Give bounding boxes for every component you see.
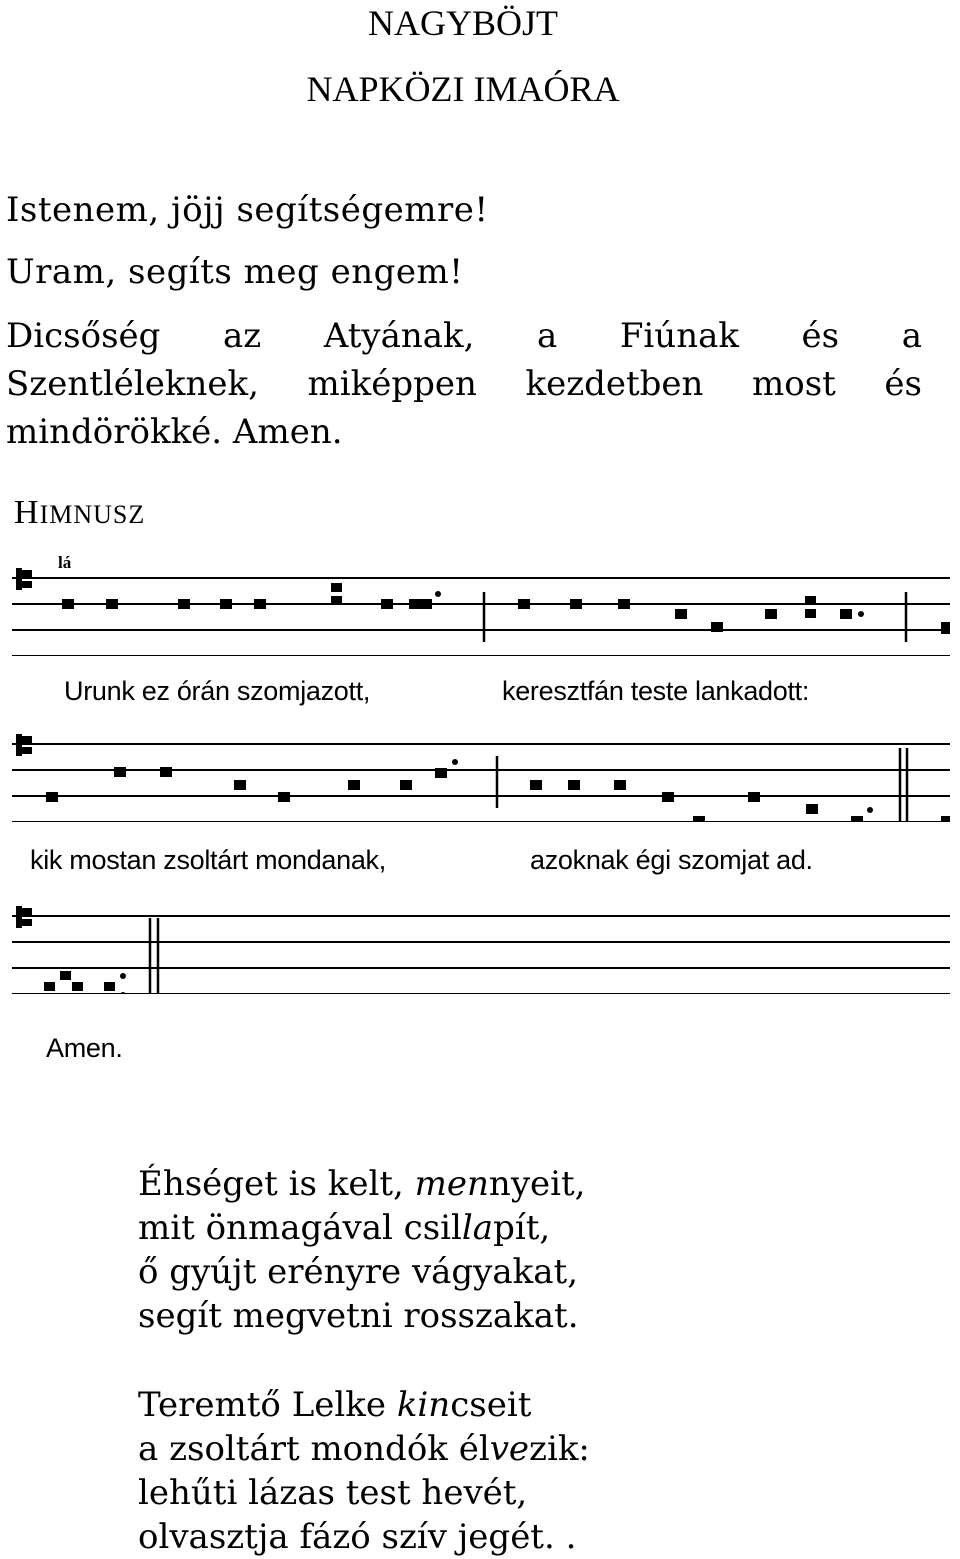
neume-note	[400, 780, 412, 790]
stanza-line	[138, 1383, 590, 1427]
neume-note	[331, 596, 342, 605]
stanza-text: a zsoltárt mondók él	[138, 1429, 490, 1469]
lyric-amen: Amen.	[46, 1033, 123, 1063]
doxology-word: a	[537, 316, 558, 356]
neume-note	[46, 792, 58, 802]
page-subtitle: NAPKÖZI IMAÓRA	[306, 69, 620, 109]
neume-note	[72, 982, 83, 991]
doxology-line	[6, 312, 922, 360]
stanza-accent: men	[414, 1164, 489, 1204]
stanza-text: pít,	[493, 1208, 551, 1248]
mora-dot	[867, 807, 873, 813]
page-title: NAGYBÖJT	[367, 3, 558, 43]
opening-response: Uram, segíts meg engem!	[6, 252, 464, 292]
neume-note	[711, 622, 723, 632]
neume-note	[840, 609, 852, 619]
music-staff-3	[0, 894, 960, 994]
doxology-word: a	[901, 316, 922, 356]
doxology-word: most	[752, 364, 836, 404]
doxology-word: Szentléleknek,	[6, 364, 259, 404]
neume-note	[420, 599, 432, 609]
stanza-line	[138, 1427, 590, 1471]
doxology-word: Dicsőség	[6, 316, 161, 356]
doxology-word: miképpen	[307, 364, 477, 404]
neume-note	[662, 792, 674, 802]
neume-note	[60, 971, 71, 980]
neume-note	[530, 780, 542, 790]
opening-verse: Istenem, jöjj segítségemre!	[6, 190, 489, 230]
stanza-line	[138, 1294, 586, 1338]
doxology-line	[6, 360, 922, 408]
neume-note	[805, 596, 816, 605]
neume-note	[62, 599, 74, 609]
stanza-line	[138, 1162, 586, 1206]
stanza-line	[138, 1471, 590, 1515]
neume-note	[806, 804, 818, 814]
neume-note	[348, 780, 360, 790]
stanza-text: nyeit,	[488, 1164, 586, 1204]
mora-dot	[452, 759, 458, 765]
neume-note	[568, 780, 580, 790]
hymn-stanza	[138, 1383, 590, 1559]
doxology-word: és	[884, 364, 922, 404]
section-heading-rest: IMNUSZ	[39, 500, 146, 529]
doxology-word: mindörökké. Amen.	[6, 412, 343, 452]
doxology-word: és	[801, 316, 840, 356]
stanza-text: olvasztja fázó szív jegét. .	[138, 1517, 577, 1557]
mora-dot	[435, 591, 441, 597]
stanza-accent: la	[461, 1208, 494, 1248]
neume-note	[44, 982, 55, 991]
mora-dot	[858, 611, 864, 617]
stanza-line	[138, 1515, 590, 1559]
stanza-text: ő gyújt erényre vágyakat,	[138, 1252, 579, 1292]
stanza-text: Éhséget is kelt,	[138, 1164, 415, 1204]
neume-note	[570, 599, 582, 609]
neume-note	[518, 599, 530, 609]
pitch-mark: lá	[58, 553, 72, 572]
custos-note	[941, 816, 950, 822]
neume-note	[160, 767, 172, 777]
stanza-text: zik:	[529, 1429, 590, 1469]
doxology	[6, 312, 922, 456]
stanza-line	[138, 1206, 586, 1250]
neume-note	[748, 792, 760, 802]
lyric-line-2b: azoknak égi szomjat ad.	[530, 845, 813, 875]
mora-dot	[120, 973, 126, 979]
neume-note	[254, 599, 266, 609]
neume-note	[693, 816, 705, 822]
neume-note	[675, 609, 687, 619]
music-staff-1	[0, 556, 960, 656]
neume-note	[234, 780, 246, 790]
doxology-word: kezdetben	[525, 364, 704, 404]
doxology-word: az	[223, 316, 262, 356]
stanza-text: mit önmagával csil	[138, 1208, 462, 1248]
stanza-text: segít megvetni rosszakat.	[138, 1296, 579, 1336]
stanza-accent: ve	[489, 1429, 530, 1469]
lyric-line-2a: kik mostan zsoltárt mondanak,	[30, 845, 386, 875]
stanza-text: Teremtő Lelke	[138, 1385, 397, 1425]
doxology-line	[6, 408, 922, 456]
neume-note	[104, 982, 115, 991]
stanza-line	[138, 1250, 586, 1294]
neume-note	[851, 816, 863, 822]
doxology-word: Fiúnak	[619, 316, 739, 356]
section-heading-initial: H	[14, 494, 40, 531]
music-staff-2	[0, 722, 960, 822]
lyric-line-1a: Urunk ez órán szomjazott,	[64, 676, 371, 706]
neume-note	[805, 609, 816, 618]
neume-note	[220, 599, 232, 609]
neume-note	[765, 609, 777, 619]
section-heading	[14, 494, 145, 532]
lyric-line-1b: keresztfán teste lankadott:	[502, 676, 810, 706]
neume-note	[435, 768, 447, 778]
neume-note	[614, 780, 626, 790]
neume-note	[178, 599, 190, 609]
hymn-stanza	[138, 1162, 586, 1338]
stanza-text: cseit	[450, 1385, 532, 1425]
mora-dot	[120, 992, 126, 994]
neume-note	[106, 599, 118, 609]
neume-note	[409, 599, 421, 609]
neume-note	[114, 767, 126, 777]
neume-note	[331, 583, 342, 592]
neume-note	[278, 792, 290, 802]
stanza-text: lehűti lázas test hevét,	[138, 1473, 528, 1513]
neume-note	[381, 599, 393, 609]
custos-note	[941, 622, 950, 634]
doxology-word: Atyának,	[323, 316, 475, 356]
neume-note	[618, 599, 630, 609]
stanza-accent: kin	[396, 1385, 451, 1425]
